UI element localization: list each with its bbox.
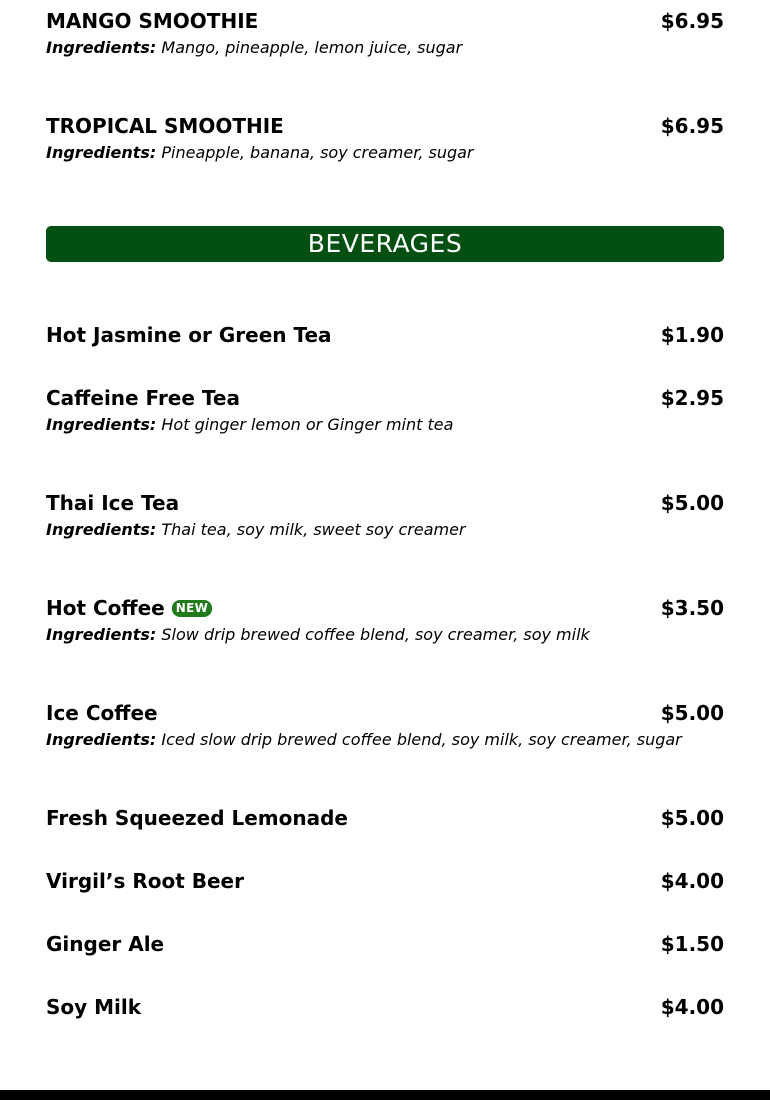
menu-item-ingredients bbox=[46, 37, 724, 59]
menu-item-name: Ginger Ale bbox=[46, 932, 165, 956]
ingredients-label: Ingredients: bbox=[46, 625, 157, 644]
menu-item-fresh-lemonade bbox=[46, 805, 724, 831]
menu-item-thai-ice-tea bbox=[46, 490, 724, 541]
menu-item-price: $5.00 bbox=[660, 491, 724, 515]
ingredients-label: Ingredients: bbox=[46, 143, 157, 162]
menu-item-root-beer bbox=[46, 868, 724, 894]
menu-item-ingredients bbox=[46, 142, 724, 164]
menu-item-ingredients bbox=[46, 519, 724, 541]
menu-item-name-wrap bbox=[46, 595, 212, 621]
menu-item-caffeine-free-tea bbox=[46, 385, 724, 436]
beverages-section-header: BEVERAGES bbox=[46, 226, 724, 262]
menu-item-price: $6.95 bbox=[660, 114, 724, 138]
ingredients-text: Hot ginger lemon or Ginger mint tea bbox=[161, 415, 454, 434]
menu-item-price: $5.00 bbox=[660, 701, 724, 725]
menu-item-header bbox=[46, 931, 724, 957]
menu-item-hot-jasmine-tea bbox=[46, 322, 724, 348]
ingredients-text: Pineapple, banana, soy creamer, sugar bbox=[161, 143, 474, 162]
menu-item-name: Soy Milk bbox=[46, 995, 142, 1019]
menu-item-ice-coffee bbox=[46, 700, 724, 751]
menu-item-name: Fresh Squeezed Lemonade bbox=[46, 806, 348, 830]
menu-item-price: $3.50 bbox=[660, 596, 724, 620]
menu-item-soy-milk bbox=[46, 994, 724, 1020]
menu-item-name: Hot Jasmine or Green Tea bbox=[46, 323, 332, 347]
menu-item-name: Ice Coffee bbox=[46, 701, 158, 725]
menu-item-name: Thai Ice Tea bbox=[46, 491, 180, 515]
ingredients-label: Ingredients: bbox=[46, 415, 157, 434]
menu-item-header bbox=[46, 113, 724, 139]
menu-item-hot-coffee bbox=[46, 595, 724, 646]
menu-item-price: $5.00 bbox=[660, 806, 724, 830]
menu-item-header bbox=[46, 868, 724, 894]
menu-item-name: MANGO SMOOTHIE bbox=[46, 9, 259, 33]
menu-item-header bbox=[46, 322, 724, 348]
menu-item-price: $4.00 bbox=[660, 869, 724, 893]
menu-item-price: $2.95 bbox=[660, 386, 724, 410]
menu-item-price: $6.95 bbox=[660, 9, 724, 33]
menu-item-ingredients bbox=[46, 624, 724, 646]
menu-item-tropical-smoothie bbox=[46, 113, 724, 164]
menu-item-ingredients bbox=[46, 414, 724, 436]
menu-item-ingredients bbox=[46, 729, 724, 751]
ingredients-text: Slow drip brewed coffee blend, soy creamer, soy milk bbox=[161, 625, 590, 644]
menu-item-name: TROPICAL SMOOTHIE bbox=[46, 114, 284, 138]
ingredients-label: Ingredients: bbox=[46, 520, 157, 539]
menu-item-header bbox=[46, 994, 724, 1020]
menu-item-mango-smoothie bbox=[46, 8, 724, 59]
new-badge: NEW bbox=[172, 600, 212, 617]
menu-item-price: $4.00 bbox=[660, 995, 724, 1019]
ingredients-text: Iced slow drip brewed coffee blend, soy milk, soy creamer, sugar bbox=[161, 730, 682, 749]
menu-item-header bbox=[46, 700, 724, 726]
menu-item-name: Hot Coffee bbox=[46, 596, 165, 620]
menu-item-header bbox=[46, 490, 724, 516]
menu-item-header bbox=[46, 805, 724, 831]
ingredients-text: Thai tea, soy milk, sweet soy creamer bbox=[161, 520, 466, 539]
menu-item-header bbox=[46, 385, 724, 411]
menu-item-header bbox=[46, 595, 724, 621]
ingredients-text: Mango, pineapple, lemon juice, sugar bbox=[161, 38, 463, 57]
menu-item-header bbox=[46, 8, 724, 34]
menu-item-name: Virgil’s Root Beer bbox=[46, 869, 244, 893]
ingredients-label: Ingredients: bbox=[46, 730, 157, 749]
footer-bar bbox=[0, 1090, 770, 1100]
menu-item-ginger-ale bbox=[46, 931, 724, 957]
ingredients-label: Ingredients: bbox=[46, 38, 157, 57]
menu-item-price: $1.50 bbox=[660, 932, 724, 956]
menu-item-name: Caffeine Free Tea bbox=[46, 386, 240, 410]
menu-item-price: $1.90 bbox=[660, 323, 724, 347]
